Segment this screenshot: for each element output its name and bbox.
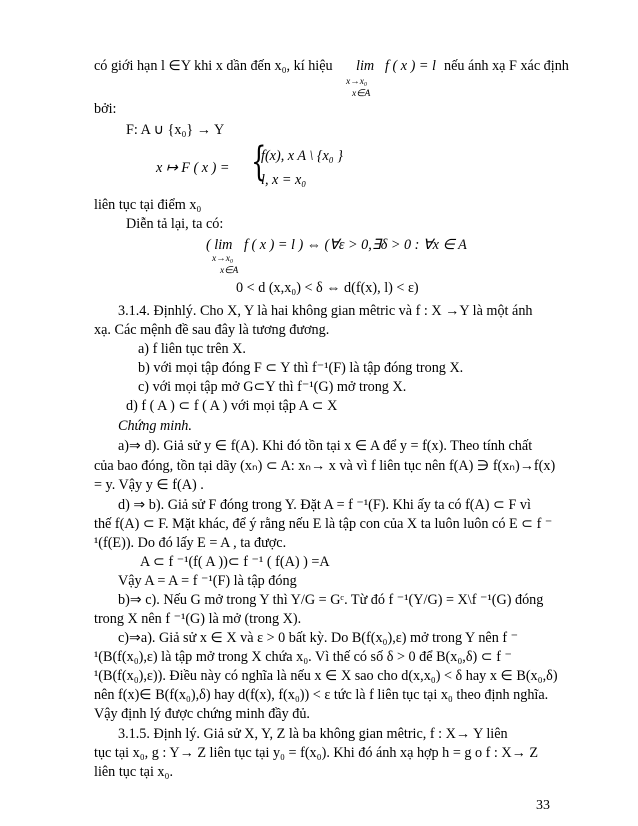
map-case-1: f(x), x A \ {x₀ } <box>261 148 343 164</box>
limit-2-subscript-1: x→x₀ <box>212 254 234 264</box>
limit-subscript-2: x∈A <box>352 89 371 99</box>
proof-line-7: A ⊂ f ⁻¹(f( A ))⊂ f ⁻¹ ( f(A) ) =A <box>140 554 330 570</box>
text-line-6: Diễn tả lại, ta có: <box>126 216 224 232</box>
theorem-3-1-5: 3.1.5. Định lý. Giả sử X, Y, Z là ba không gian mêtric, f : X→ Y liên <box>118 726 508 742</box>
proof-line-1: a)⇒ d). Giả sử y ∈ f(A). Khi đó tồn tại x ∈ A để y = f(x). Theo tính chất <box>118 438 533 454</box>
map-case-2: l, x = x₀ <box>261 172 307 188</box>
limit-expression: f ( x ) = l <box>385 58 436 74</box>
limit-2-word: ( lim <box>206 237 233 253</box>
text-line-2: bởi: <box>94 101 117 117</box>
limit-word: lim <box>356 58 375 74</box>
proof-line-12: ¹(B(f(x₀),ε) là tập mở trong X chứa x₀. Vì thế có số δ > 0 để B(x₀,δ) ⊂ f ⁻ <box>94 649 512 665</box>
text-line-10: xạ. Các mệnh đề sau đây là tương đương. <box>94 322 330 338</box>
item-a: a) f liên tục trên X. <box>138 341 246 357</box>
item-b: b) với mọi tập đóng F ⊂ Y thì f⁻¹(F) là tập đóng trong X. <box>138 360 464 376</box>
item-c: c) với mọi tập mở G⊂Y thì f⁻¹(G) mở trong X. <box>138 379 407 395</box>
proof-line-10: trong X nên f ⁻¹(G) là mở (trong X). <box>94 611 302 627</box>
proof-line-13: ¹(B(f(x₀),ε)). Điều này có nghĩa là nếu x ∈ X sao cho d(x,x₀) < δ hay x ∈ B(x₀,δ) <box>94 668 558 684</box>
proof-line-4: d) ⇒ b). Giả sử F đóng trong Y. Đặt A = f ⁻¹(F). Khi ấy ta có f(A) ⊂ F vì <box>118 497 531 513</box>
map-definition-left: x ↦ F ( x ) = <box>156 160 230 176</box>
proof-line-2: của bao đóng, tồn tại dãy (xₙ) ⊂ A: xₙ→ x và vì f liên tục nên f(A) ∋ f(xₙ)→f(x) <box>94 458 556 474</box>
limit-subscript-1: x→x₀ <box>346 77 368 87</box>
theorem-line-3: liên tục tại x₀. <box>94 764 174 780</box>
limit-2-subscript-2: x∈A <box>220 266 239 276</box>
theorem-line-2: tục tại x₀, g : Y→ Z liên tục tại y₀ = f(x₀). Khi đó ánh xạ hợp h = g o f : X→ Z <box>94 745 539 761</box>
proof-line-9: b)⇒ c). Nếu G mở trong Y thì Y/G = Gᶜ. Từ đó f ⁻¹(Y/G) = X\f ⁻¹(G) đóng <box>118 592 544 608</box>
text-line-8: 0 < d (x,x₀) < δ ⇔ d(f(x), l) < ε) <box>236 280 419 296</box>
text-line-1a: có giới hạn l ∈Y khi x dần đến x₀, kí hiệu <box>94 58 333 74</box>
item-d: d) f ( A ) ⊂ f ( A ) với mọi tập A ⊂ X <box>126 398 338 414</box>
proof-line-15: Vậy định lý được chứng minh đầy đủ. <box>94 706 310 722</box>
proof-heading: Chứng minh. <box>118 418 192 434</box>
proof-line-8: Vậy A = A = f ⁻¹(F) là tập đóng <box>118 573 297 589</box>
text-line-5: liên tục tại điểm x₀ <box>94 197 202 213</box>
limit-2-expression: f ( x ) = l ) ⇔ (∀ε > 0,∃δ > 0 : ∀x ∈ A <box>244 237 467 253</box>
proof-line-11: c)⇒a). Giả sử x ∈ X và ε > 0 bất kỳ. Do B(f(x₀),ε) mở trong Y nên f ⁻ <box>118 630 519 646</box>
left-brace: { <box>251 139 267 185</box>
proof-line-6: ¹(f(E)). Do đó lấy E = A , ta được. <box>94 535 287 551</box>
text-line-3: F: A ∪ {x₀} → Y <box>126 122 225 138</box>
proof-line-5: thế f(A) ⊂ F. Mặt khác, để ý rằng nếu E là tập con của X ta luôn luôn có E ⊂ f ⁻ <box>94 516 553 532</box>
proof-line-14: nên f(x)∈ B(f(x₀),δ) hay d(f(x), f(x₀)) < ε tức là f liên tục tại x₀ theo định nghĩa. <box>94 687 549 703</box>
text-line-1b: nếu ánh xạ F xác định <box>444 58 569 74</box>
proof-line-3: = y. Vậy y ∈ f(A) . <box>94 477 204 493</box>
theorem-3-1-4: 3.1.4. Địnhlý. Cho X, Y là hai không gian mêtric và f : X →Y là một ánh <box>118 303 533 319</box>
page-number: 33 <box>536 798 550 813</box>
